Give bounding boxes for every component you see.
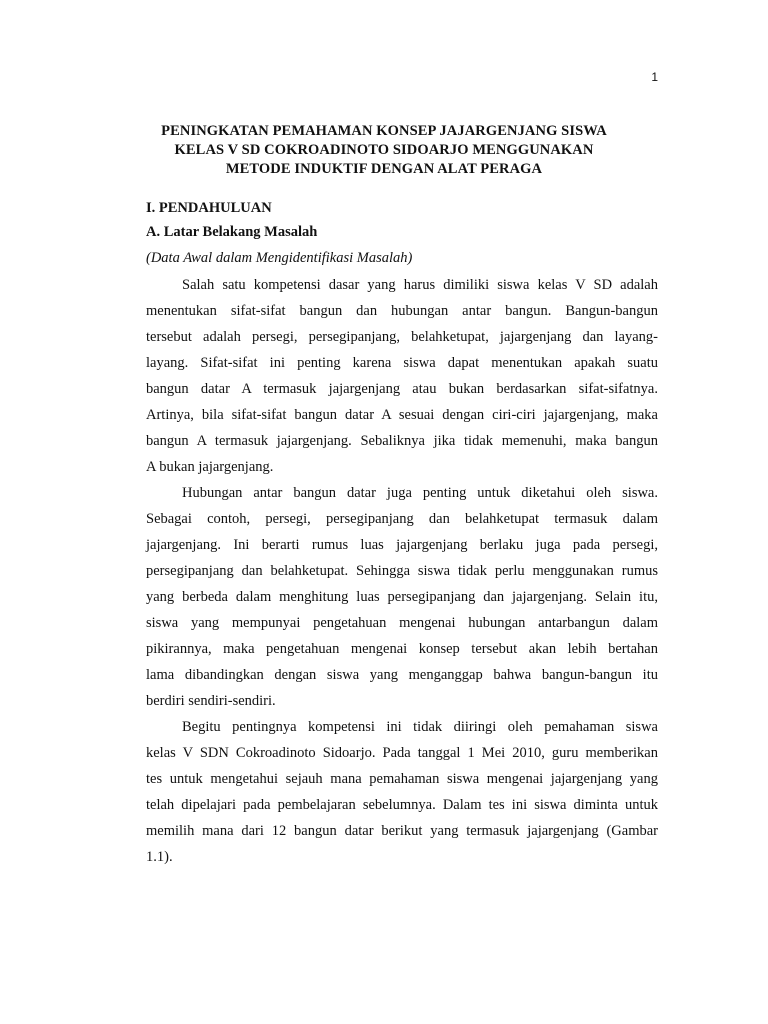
paragraph-line: Artinya, bila sifat-sifat bangun datar A sesuai dengan ciri-ciri jajargenjang, maka: [146, 407, 658, 423]
paragraph-line: memilih mana dari 12 bangun datar berikut yang termasuk jajargenjang (Gambar: [146, 823, 658, 839]
page-number: 1: [651, 70, 658, 84]
paragraph-line: tes untuk mengetahui sejauh mana pemahaman siswa mengenai jajargenjang yang: [146, 771, 658, 787]
paragraph-line: 1.1).: [146, 849, 173, 865]
paragraph-line: pikirannya, maka pengetahuan mengenai konsep tersebut akan lebih bertahan: [146, 641, 658, 657]
paragraph-line: telah dipelajari pada pembelajaran sebelumnya. Dalam tes ini siswa diminta untuk: [146, 797, 658, 813]
subsection-note: (Data Awal dalam Mengidentifikasi Masalah): [146, 250, 413, 266]
paragraph-line: lama dibandingkan dengan siswa yang menganggap bahwa bangun-bangun itu: [146, 667, 658, 683]
document-title: [110, 122, 658, 179]
paragraph-1: [146, 272, 658, 480]
title-line: KELAS V SD COKROADINOTO SIDOARJO MENGGUNAKAN: [174, 142, 594, 158]
paragraph-line: Sebagai contoh, persegi, persegipanjang dan belahketupat termasuk dalam: [146, 511, 658, 527]
paragraph-line: Begitu pentingnya kompetensi ini tidak diiringi oleh pemahaman siswa: [182, 719, 658, 735]
paragraph-line: bangun A termasuk jajargenjang. Sebaliknya jika tidak memenuhi, maka bangun: [146, 433, 658, 449]
title-line: PENINGKATAN PEMAHAMAN KONSEP JAJARGENJANG SISWA: [161, 123, 607, 139]
paragraph-line: jajargenjang. Ini berarti rumus luas jajargenjang berlaku juga pada persegi,: [146, 537, 658, 553]
paragraph-line: tersebut adalah persegi, persegipanjang, belahketupat, jajargenjang dan layang-: [146, 329, 658, 345]
title-line: METODE INDUKTIF DENGAN ALAT PERAGA: [225, 161, 543, 177]
paragraph-line: yang berbeda dalam menghitung luas persegipanjang dan jajargenjang. Selain itu,: [146, 589, 658, 605]
paragraph-line: menentukan sifat-sifat bangun dan hubungan antar bangun. Bangun-bangun: [146, 303, 658, 319]
paragraph-2: [146, 480, 658, 714]
document-body: [146, 196, 658, 870]
paragraph-line: Hubungan antar bangun datar juga penting untuk diketahui oleh siswa.: [182, 485, 658, 501]
paragraph-line: A bukan jajargenjang.: [146, 459, 274, 475]
paragraph-line: siswa yang mempunyai pengetahuan mengenai hubungan antarbangun dalam: [146, 615, 658, 631]
paragraph-3: [146, 714, 658, 870]
section-heading: I. PENDAHULUAN: [146, 200, 272, 216]
paragraph-line: berdiri sendiri-sendiri.: [146, 693, 276, 709]
paragraph-line: kelas V SDN Cokroadinoto Sidoarjo. Pada tanggal 1 Mei 2010, guru memberikan: [146, 745, 658, 761]
paragraph-line: Salah satu kompetensi dasar yang harus dimiliki siswa kelas V SD adalah: [182, 277, 658, 293]
paragraph-line: persegipanjang dan belahketupat. Sehingga siswa tidak perlu menggunakan rumus: [146, 563, 658, 579]
paragraph-line: bangun datar A termasuk jajargenjang atau bukan berdasarkan sifat-sifatnya.: [146, 381, 658, 397]
paragraph-line: layang. Sifat-sifat ini penting karena siswa dapat menentukan apakah suatu: [146, 355, 658, 371]
subsection-heading: A. Latar Belakang Masalah: [146, 224, 318, 240]
